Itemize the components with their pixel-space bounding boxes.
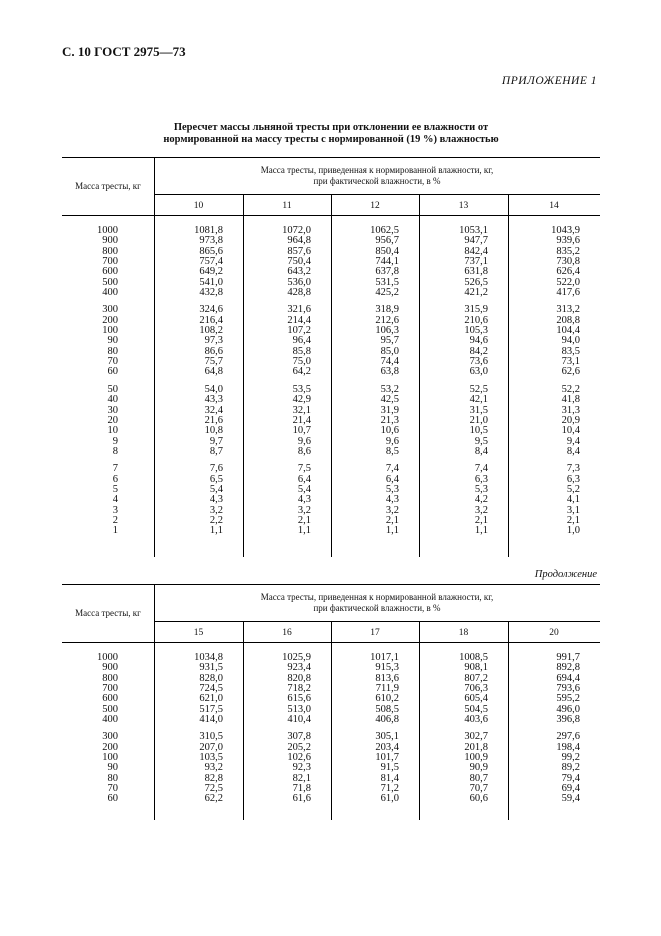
converted-value: 42,9 — [292, 394, 311, 406]
converted-value: 828,0 — [199, 672, 223, 684]
converted-value: 107,2 — [287, 325, 311, 337]
converted-value: 96,4 — [292, 335, 311, 347]
converted-value: 410,4 — [287, 714, 311, 726]
mass-value: 2 — [112, 514, 118, 526]
converted-value: 6,3 — [566, 473, 580, 485]
converted-value: 89,2 — [561, 762, 580, 774]
mass-value: 60 — [107, 366, 118, 378]
mass-value: 80 — [107, 772, 118, 784]
converted-value: 102,6 — [287, 752, 311, 764]
converted-value: 5,3 — [474, 483, 488, 495]
converted-value: 1,1 — [297, 525, 311, 537]
group-header-label — [154, 165, 600, 187]
converted-value: 7,3 — [566, 463, 580, 475]
conversion-table-1 — [62, 157, 600, 557]
group-header-line: при фактической влажности, в % — [313, 176, 441, 186]
converted-value: 203,4 — [375, 741, 399, 753]
converted-value: 807,2 — [464, 672, 488, 684]
appendix-label: ПРИЛОЖЕНИЕ 1 — [501, 75, 597, 87]
converted-value: 865,6 — [199, 245, 223, 257]
mass-value: 10 — [107, 425, 118, 437]
converted-value: 3,1 — [566, 504, 580, 516]
converted-value: 2,2 — [209, 514, 223, 526]
converted-value: 31,9 — [380, 404, 399, 416]
title-line: нормированной на массу тресты с нормированной (19 %) влажностью — [163, 134, 499, 145]
converted-value: 1,1 — [385, 525, 399, 537]
converted-value: 730,8 — [556, 256, 580, 268]
column-header-moisture: 14 — [549, 201, 559, 211]
converted-value: 857,6 — [287, 245, 311, 257]
converted-value: 1,0 — [566, 525, 580, 537]
converted-value: 508,5 — [375, 703, 399, 715]
converted-value: 207,0 — [199, 741, 223, 753]
converted-value: 315,9 — [464, 304, 488, 316]
converted-value: 10,4 — [561, 425, 580, 437]
converted-value: 92,3 — [292, 762, 311, 774]
table-top-rule — [62, 157, 600, 158]
row-header-label: Масса тресты, кг — [75, 181, 141, 191]
mass-value: 400 — [102, 714, 118, 726]
mass-column — [62, 653, 118, 805]
converted-value: 42,1 — [469, 394, 488, 406]
header-sub-rule — [154, 194, 600, 195]
converted-value: 892,8 — [556, 662, 580, 674]
converted-value: 31,5 — [469, 404, 488, 416]
converted-value: 70,7 — [469, 783, 488, 795]
value-column — [331, 653, 399, 805]
converted-value: 310,5 — [199, 731, 223, 743]
converted-value: 923,4 — [287, 662, 311, 674]
converted-value: 3,2 — [209, 504, 223, 516]
converted-value: 59,4 — [561, 793, 580, 805]
converted-value: 637,8 — [375, 266, 399, 278]
converted-value: 61,0 — [380, 793, 399, 805]
converted-value: 7,4 — [385, 463, 399, 475]
converted-value: 3,2 — [297, 504, 311, 516]
group-header-line: Масса тресты, приведенная к нормированной влажности, кг, — [260, 165, 494, 175]
converted-value: 321,6 — [287, 304, 311, 316]
converted-value: 842,4 — [464, 245, 488, 257]
mass-value: 6 — [112, 473, 118, 485]
converted-value: 6,4 — [297, 473, 311, 485]
value-column — [154, 226, 223, 537]
converted-value: 9,7 — [209, 435, 223, 447]
converted-value: 80,7 — [469, 772, 488, 784]
converted-value: 61,6 — [292, 793, 311, 805]
converted-value: 8,7 — [209, 445, 223, 457]
converted-value: 205,2 — [287, 741, 311, 753]
mass-value: 500 — [102, 276, 118, 288]
converted-value: 737,1 — [464, 256, 488, 268]
converted-value: 60,6 — [469, 793, 488, 805]
converted-value: 32,4 — [204, 404, 223, 416]
column-header-moisture: 20 — [549, 628, 559, 638]
converted-value: 496,0 — [556, 703, 580, 715]
column-header-moisture: 13 — [458, 201, 469, 211]
column-header-moisture: 18 — [458, 628, 469, 638]
converted-value: 324,6 — [199, 304, 223, 316]
mass-value: 700 — [102, 256, 118, 268]
converted-value: 1,1 — [474, 525, 488, 537]
converted-value: 4,1 — [566, 494, 580, 506]
converted-value: 536,0 — [287, 276, 311, 288]
converted-value: 85,0 — [380, 345, 399, 357]
value-column — [419, 653, 488, 805]
converted-value: 302,7 — [464, 731, 488, 743]
converted-value: 425,2 — [375, 287, 399, 299]
converted-value: 421,2 — [464, 287, 488, 299]
converted-value: 541,0 — [199, 276, 223, 288]
table-top-rule — [62, 584, 600, 585]
converted-value: 10,6 — [380, 425, 399, 437]
converted-value: 428,8 — [287, 287, 311, 299]
converted-value: 9,6 — [297, 435, 311, 447]
converted-value: 7,6 — [209, 463, 223, 475]
converted-value: 6,5 — [209, 473, 223, 485]
converted-value: 8,6 — [297, 445, 311, 457]
mass-value: 200 — [102, 741, 118, 753]
converted-value: 214,4 — [287, 314, 311, 326]
converted-value: 513,0 — [287, 703, 311, 715]
converted-value: 793,6 — [556, 683, 580, 695]
converted-value: 595,2 — [556, 693, 580, 705]
converted-value: 91,5 — [380, 762, 399, 774]
converted-value: 10,5 — [469, 425, 488, 437]
mass-value: 8 — [112, 445, 118, 457]
converted-value: 108,2 — [199, 325, 223, 337]
group-header-line: при фактической влажности, в % — [313, 603, 441, 613]
mass-value: 600 — [102, 693, 118, 705]
converted-value: 201,8 — [464, 741, 488, 753]
converted-value: 103,5 — [199, 752, 223, 764]
mass-value: 800 — [102, 672, 118, 684]
converted-value: 4,2 — [474, 494, 488, 506]
converted-value: 3,2 — [385, 504, 399, 516]
header-sub-rule — [154, 621, 600, 622]
mass-value: 30 — [107, 404, 118, 416]
converted-value: 6,3 — [474, 473, 488, 485]
converted-value: 522,0 — [556, 276, 580, 288]
converted-value: 62,6 — [561, 366, 580, 378]
converted-value: 5,4 — [297, 483, 311, 495]
converted-value: 97,3 — [204, 335, 223, 347]
converted-value: 105,3 — [464, 325, 488, 337]
column-header-moisture: 16 — [282, 628, 292, 638]
converted-value: 947,7 — [464, 235, 488, 247]
mass-value: 3 — [112, 504, 118, 516]
converted-value: 73,6 — [469, 356, 488, 368]
converted-value: 1081,8 — [194, 225, 223, 236]
converted-value: 208,8 — [556, 314, 580, 326]
converted-value: 9,6 — [385, 435, 399, 447]
converted-value: 744,1 — [375, 256, 399, 268]
converted-value: 93,2 — [204, 762, 223, 774]
converted-value: 621,0 — [199, 693, 223, 705]
converted-value: 2,1 — [474, 514, 488, 526]
converted-value: 964,8 — [287, 235, 311, 247]
converted-value: 1053,1 — [459, 225, 488, 236]
converted-value: 5,4 — [209, 483, 223, 495]
converted-value: 10,7 — [292, 425, 311, 437]
conversion-table-2 — [62, 584, 600, 820]
mass-value: 7 — [112, 463, 118, 475]
converted-value: 724,5 — [199, 683, 223, 695]
converted-value: 1025,9 — [282, 652, 311, 663]
converted-value: 605,4 — [464, 693, 488, 705]
converted-value: 21,4 — [292, 414, 311, 426]
converted-value: 7,4 — [474, 463, 488, 475]
mass-value: 400 — [102, 287, 118, 299]
converted-value: 8,4 — [566, 445, 580, 457]
mass-value: 600 — [102, 266, 118, 278]
converted-value: 8,4 — [474, 445, 488, 457]
converted-value: 649,2 — [199, 266, 223, 278]
converted-value: 610,2 — [375, 693, 399, 705]
mass-value: 500 — [102, 703, 118, 715]
converted-value: 216,4 — [199, 314, 223, 326]
converted-value: 915,3 — [375, 662, 399, 674]
converted-value: 106,3 — [375, 325, 399, 337]
mass-value: 300 — [102, 304, 118, 316]
converted-value: 53,2 — [380, 383, 399, 395]
converted-value: 7,5 — [297, 463, 311, 475]
mass-value: 1000 — [97, 225, 118, 236]
converted-value: 5,2 — [566, 483, 580, 495]
converted-value: 973,8 — [199, 235, 223, 247]
converted-value: 74,4 — [380, 356, 399, 368]
converted-value: 850,4 — [375, 245, 399, 257]
converted-value: 90,9 — [469, 762, 488, 774]
group-header-line: Масса тресты, приведенная к нормированной влажности, кг, — [260, 592, 494, 602]
converted-value: 318,9 — [375, 304, 399, 316]
converted-value: 417,6 — [556, 287, 580, 299]
table-title — [62, 122, 600, 146]
mass-column — [62, 226, 118, 537]
converted-value: 63,8 — [380, 366, 399, 378]
mass-value: 700 — [102, 683, 118, 695]
converted-value: 71,2 — [380, 783, 399, 795]
converted-value: 41,8 — [561, 394, 580, 406]
mass-value: 100 — [102, 325, 118, 337]
converted-value: 82,8 — [204, 772, 223, 784]
converted-value: 2,1 — [385, 514, 399, 526]
mass-value: 900 — [102, 662, 118, 674]
mass-value: 9 — [112, 435, 118, 447]
converted-value: 4,3 — [385, 494, 399, 506]
converted-value: 79,4 — [561, 772, 580, 784]
converted-value: 526,5 — [464, 276, 488, 288]
converted-value: 631,8 — [464, 266, 488, 278]
mass-value: 300 — [102, 731, 118, 743]
mass-value: 90 — [107, 762, 118, 774]
value-column — [508, 226, 580, 537]
converted-value: 711,9 — [375, 683, 399, 695]
converted-value: 956,7 — [375, 235, 399, 247]
converted-value: 2,1 — [297, 514, 311, 526]
mass-value: 1000 — [97, 652, 118, 663]
converted-value: 64,8 — [204, 366, 223, 378]
converted-value: 750,4 — [287, 256, 311, 268]
converted-value: 1062,5 — [370, 225, 399, 236]
converted-value: 403,6 — [464, 714, 488, 726]
converted-value: 8,5 — [385, 445, 399, 457]
mass-value: 40 — [107, 394, 118, 406]
converted-value: 2,1 — [566, 514, 580, 526]
mass-value: 900 — [102, 235, 118, 247]
column-header-moisture: 10 — [193, 201, 204, 211]
converted-value: 432,8 — [199, 287, 223, 299]
converted-value: 100,9 — [464, 752, 488, 764]
converted-value: 694,4 — [556, 672, 580, 684]
group-header-label — [154, 592, 600, 614]
converted-value: 31,3 — [561, 404, 580, 416]
converted-value: 908,1 — [464, 662, 488, 674]
converted-value: 626,4 — [556, 266, 580, 278]
title-line: Пересчет массы льняной тресты при отклонении ее влажности от — [173, 122, 489, 133]
converted-value: 820,8 — [287, 672, 311, 684]
mass-value: 90 — [107, 335, 118, 347]
converted-value: 94,6 — [469, 335, 488, 347]
converted-value: 4,3 — [297, 494, 311, 506]
converted-value: 835,2 — [556, 245, 580, 257]
converted-value: 64,2 — [292, 366, 311, 378]
converted-value: 6,4 — [385, 473, 399, 485]
continuation-label: Продолжение — [534, 569, 597, 580]
value-column — [243, 226, 311, 537]
mass-value: 50 — [107, 383, 118, 395]
converted-value: 406,8 — [375, 714, 399, 726]
converted-value: 71,8 — [292, 783, 311, 795]
converted-value: 939,6 — [556, 235, 580, 247]
converted-value: 75,7 — [204, 356, 223, 368]
converted-value: 32,1 — [292, 404, 311, 416]
converted-value: 517,5 — [199, 703, 223, 715]
converted-value: 1072,0 — [282, 225, 311, 236]
converted-value: 1008,5 — [459, 652, 488, 663]
converted-value: 396,8 — [556, 714, 580, 726]
converted-value: 52,2 — [561, 383, 580, 395]
converted-value: 85,8 — [292, 345, 311, 357]
converted-value: 42,5 — [380, 394, 399, 406]
converted-value: 20,9 — [561, 414, 580, 426]
converted-value: 1017,1 — [370, 652, 399, 663]
converted-value: 718,2 — [287, 683, 311, 695]
converted-value: 313,2 — [556, 304, 580, 316]
converted-value: 83,5 — [561, 345, 580, 357]
converted-value: 63,0 — [469, 366, 488, 378]
converted-value: 86,6 — [204, 345, 223, 357]
converted-value: 72,5 — [204, 783, 223, 795]
converted-value: 9,4 — [566, 435, 580, 447]
mass-value: 5 — [112, 483, 118, 495]
converted-value: 69,4 — [561, 783, 580, 795]
converted-value: 73,1 — [561, 356, 580, 368]
converted-value: 104,4 — [556, 325, 580, 337]
converted-value: 10,8 — [204, 425, 223, 437]
converted-value: 615,6 — [287, 693, 311, 705]
column-header-moisture: 11 — [282, 201, 292, 211]
converted-value: 307,8 — [287, 731, 311, 743]
converted-value: 21,6 — [204, 414, 223, 426]
converted-value: 813,6 — [375, 672, 399, 684]
converted-value: 706,3 — [464, 683, 488, 695]
converted-value: 9,5 — [474, 435, 488, 447]
converted-value: 62,2 — [204, 793, 223, 805]
converted-value: 54,0 — [204, 383, 223, 395]
converted-value: 3,2 — [474, 504, 488, 516]
converted-value: 4,3 — [209, 494, 223, 506]
mass-value: 70 — [107, 783, 118, 795]
column-header-moisture: 15 — [193, 628, 204, 638]
mass-value: 4 — [112, 494, 118, 506]
mass-value: 200 — [102, 314, 118, 326]
converted-value: 5,3 — [385, 483, 399, 495]
converted-value: 305,1 — [375, 731, 399, 743]
converted-value: 212,6 — [375, 314, 399, 326]
converted-value: 198,4 — [556, 741, 580, 753]
converted-value: 81,4 — [380, 772, 399, 784]
mass-value: 60 — [107, 793, 118, 805]
mass-value: 1 — [112, 525, 118, 537]
column-header-moisture: 12 — [370, 201, 380, 211]
converted-value: 21,3 — [380, 414, 399, 426]
converted-value: 297,6 — [556, 731, 580, 743]
value-column — [508, 653, 580, 805]
column-header-moisture: 17 — [370, 628, 380, 638]
converted-value: 210,6 — [464, 314, 488, 326]
mass-value: 80 — [107, 345, 118, 357]
value-column — [154, 653, 223, 805]
converted-value: 53,5 — [292, 383, 311, 395]
converted-value: 52,5 — [469, 383, 488, 395]
converted-value: 531,5 — [375, 276, 399, 288]
converted-value: 21,0 — [469, 414, 488, 426]
mass-value: 70 — [107, 356, 118, 368]
value-column — [243, 653, 311, 805]
converted-value: 84,2 — [469, 345, 488, 357]
row-header-label: Масса тресты, кг — [75, 608, 141, 618]
converted-value: 75,0 — [292, 356, 311, 368]
converted-value: 101,7 — [375, 752, 399, 764]
mass-value: 800 — [102, 245, 118, 257]
converted-value: 991,7 — [556, 652, 580, 663]
value-column — [331, 226, 399, 537]
converted-value: 504,5 — [464, 703, 488, 715]
converted-value: 82,1 — [292, 772, 311, 784]
mass-value: 100 — [102, 752, 118, 764]
converted-value: 43,3 — [204, 394, 223, 406]
converted-value: 1034,8 — [194, 652, 223, 663]
converted-value: 95,7 — [380, 335, 399, 347]
converted-value: 643,2 — [287, 266, 311, 278]
converted-value: 757,4 — [199, 256, 223, 268]
converted-value: 94,0 — [561, 335, 580, 347]
converted-value: 99,2 — [561, 752, 580, 764]
converted-value: 414,0 — [199, 714, 223, 726]
converted-value: 1043,9 — [551, 225, 580, 236]
value-column — [419, 226, 488, 537]
converted-value: 931,5 — [199, 662, 223, 674]
converted-value: 1,1 — [209, 525, 223, 537]
mass-value: 20 — [107, 414, 118, 426]
page-header: С. 10 ГОСТ 2975—73 — [62, 44, 186, 59]
